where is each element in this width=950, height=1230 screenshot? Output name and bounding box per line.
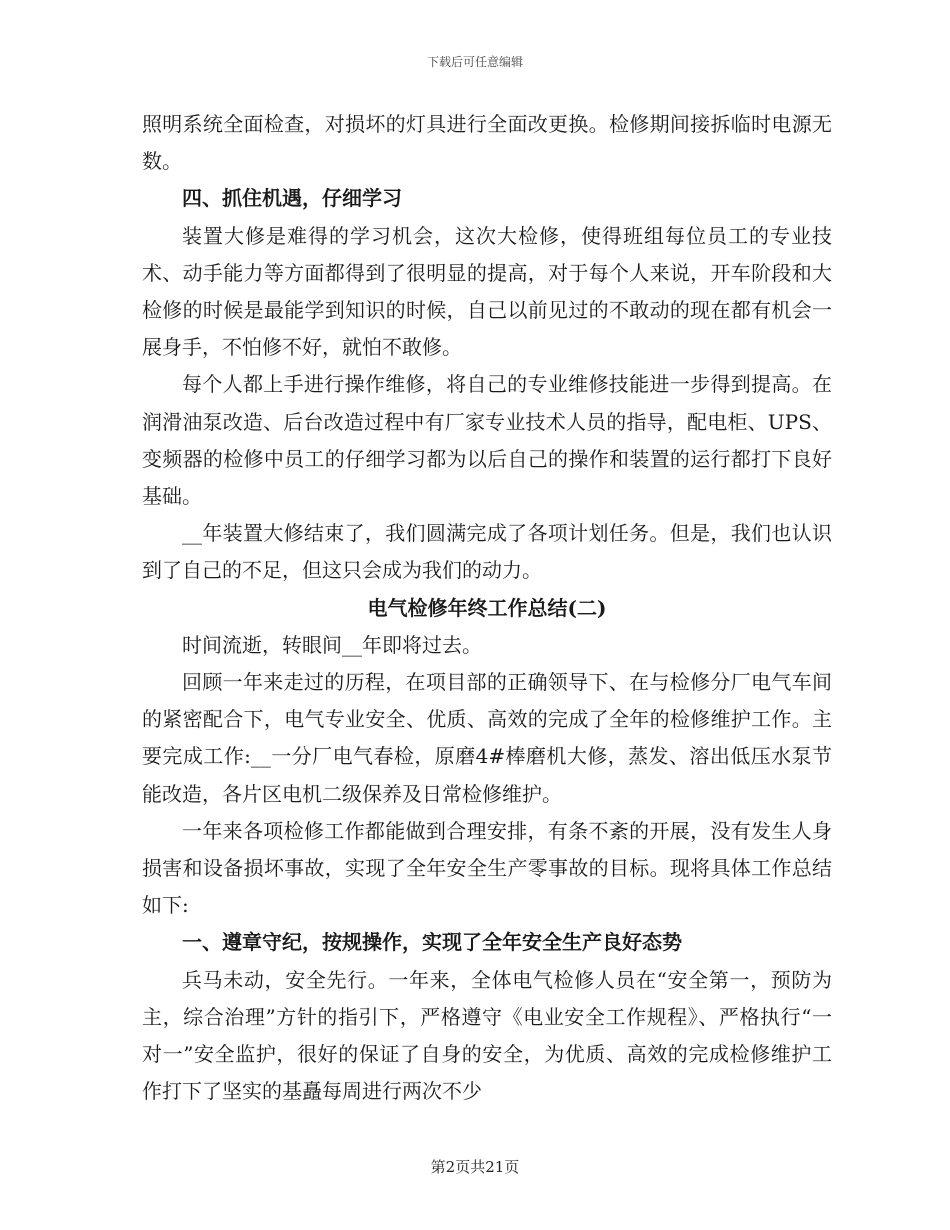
- page-header: 下载后可任意编辑: [426, 55, 523, 69]
- document-title: 电气检修年终工作总结(二): [367, 595, 607, 620]
- paragraph: __年装置大修结束了，我们圆满完成了各项计划任务。但是，我们也认识到了自己的不足，但这只会成为我们的动力。: [142, 521, 832, 583]
- paragraph: 时间流逝，转眼间__年即将过去。: [182, 632, 482, 657]
- paragraph: 每个人都上手进行操作维修，将自己的专业维修技能进一步得到提高。在润滑油泵改造、后台改造过程中有厂家专业技术人员的指导，配电柜、UPS、变频器的检修中员工的仔细学习都为以后自己的操作和装置的运行都打下良好基础。: [142, 372, 832, 509]
- document-body: [142, 106, 832, 1110]
- paragraph: 照明系统全面检查，对损坏的灯具进行全面改更换。检修期间接拆临时电源无数。: [142, 112, 832, 174]
- paragraph: 一年来各项检修工作都能做到合理安排，有条不紊的开展，没有发生人身损害和设备损坏事故，实现了全年安全生产零事故的目标。现将具体工作总结如下:: [142, 818, 832, 918]
- paragraph: 兵马未动，安全先行。一年来，全体电气检修人员在“安全第一，预防为主，综合治理”方针的指引下，严格遵守《电业安全工作规程》、严格执行“一对一”安全监护，很好的保证了自身的安全，为优质、高效的完成检修维护工作打下了坚实的基矗每周进行两次不少: [142, 967, 832, 1104]
- paragraph: 回顾一年来走过的历程，在项目部的正确领导下、在与检修分厂电气车间的紧密配合下，电气专业安全、优质、高效的完成了全年的检修维护工作。主要完成工作:__一分厂电气春检，原磨4#棒磨机大修，蒸发、溶出低压水泵节能改造，各片区电机二级保养及日常检修维护。: [142, 670, 832, 806]
- section-heading: 一、遵章守纪，按规操作，实现了全年安全生产良好态势: [182, 930, 682, 955]
- page-footer: 第2页共21页: [430, 1158, 520, 1176]
- paragraph: 装置大修是难得的学习机会，这次大检修，使得班组每位员工的专业技术、动手能力等方面都得到了很明显的提高，对于每个人来说，开车阶段和大检修的时候是最能学到知识的时候，自己以前见过的不敢动的现在都有机会一展身手，不怕修不好，就怕不敢修。: [142, 223, 832, 360]
- section-heading: 四、抓住机遇，仔细学习: [182, 186, 402, 211]
